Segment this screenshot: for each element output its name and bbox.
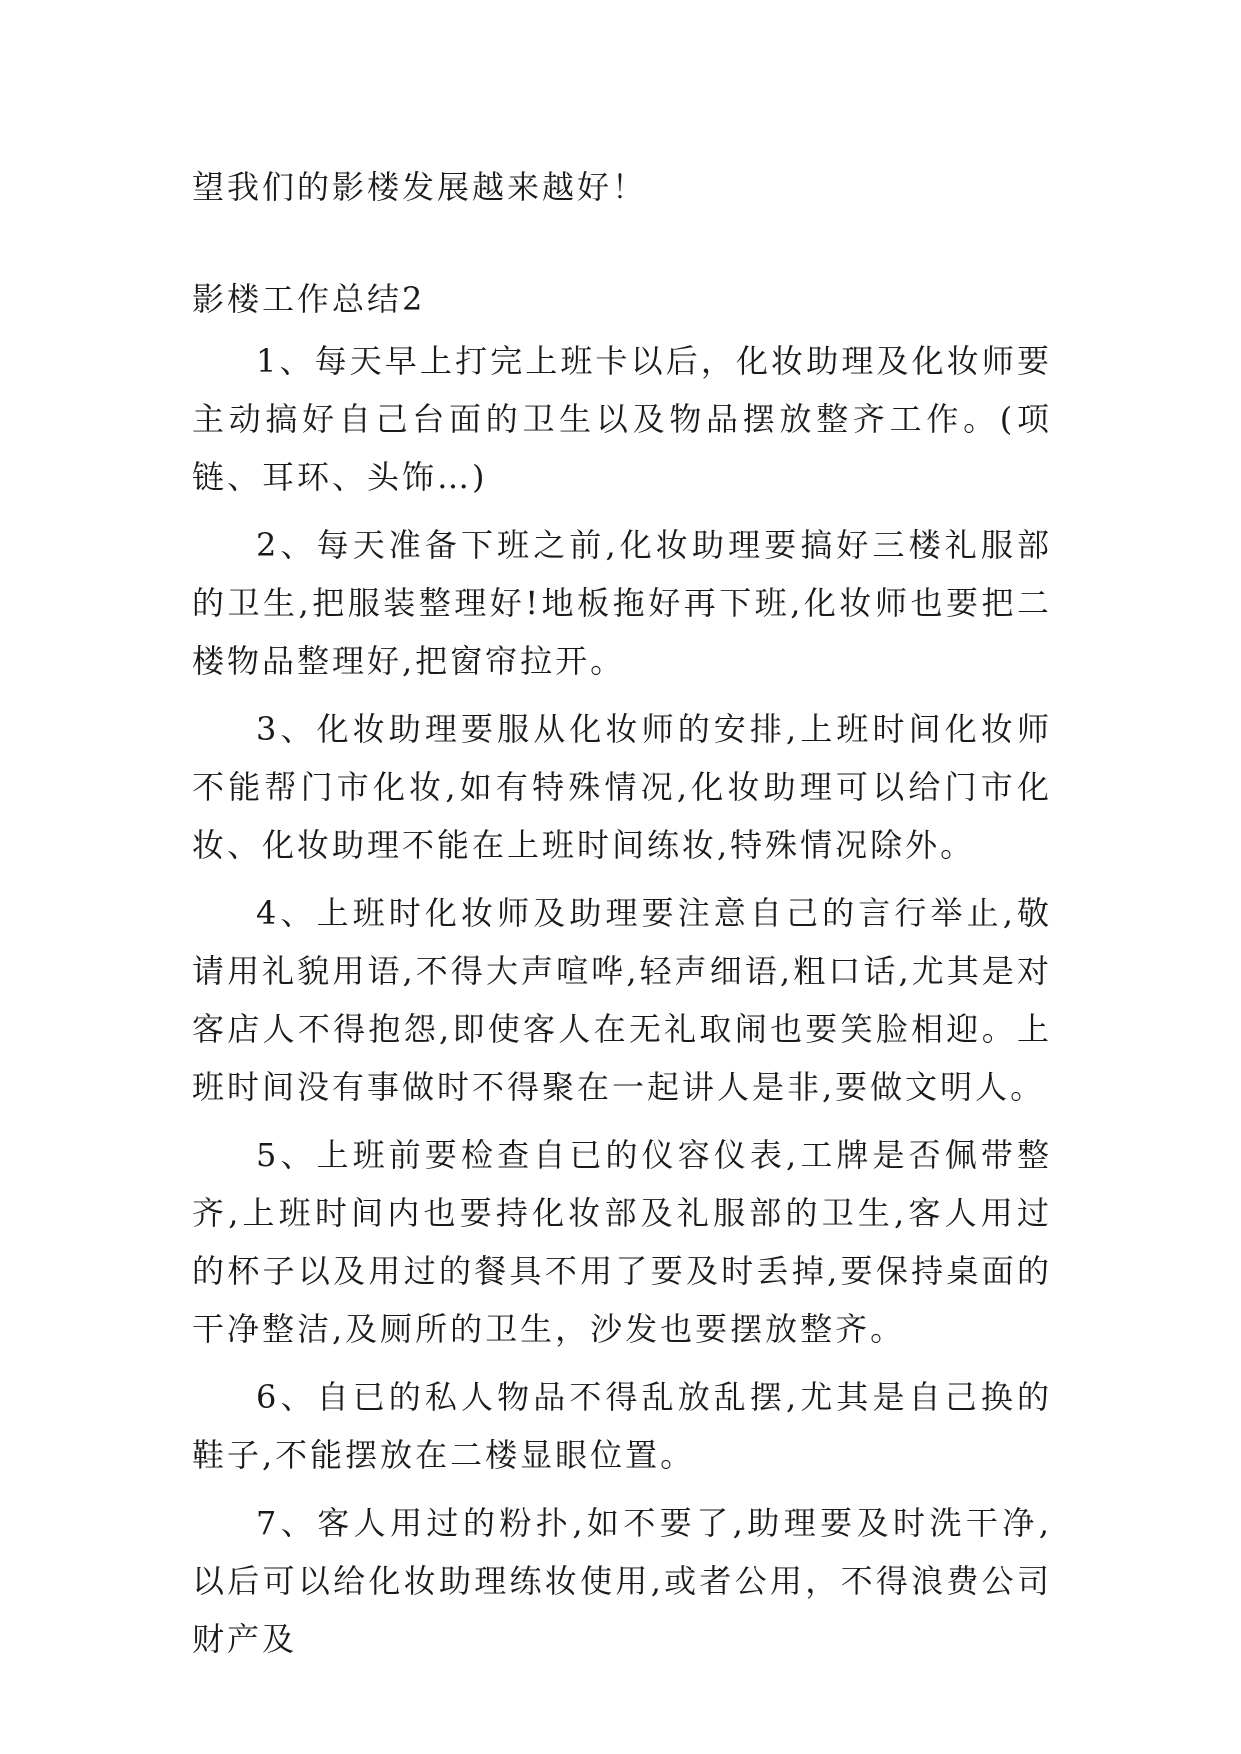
list-item: 5、上班前要检查自已的仪容仪表,工牌是否佩带整齐,上班时间内也要持化妆部及礼服部的卫生,客人用过的杯子以及用过的餐具不用了要及时丢掉,要保持桌面的干净整洁,及厕所的卫生，沙发也要摆放整齐。 xyxy=(192,1136,1052,1348)
list-item: 2、每天准备下班之前,化妆助理要搞好三楼礼服部的卫生,把服装整理好!地板拖好再下班,化妆师也要把二楼物品整理好,把窗帘拉开。 xyxy=(192,526,1052,680)
list-item: 1、每天早上打完上班卡以后，化妆助理及化妆师要主动搞好自己台面的卫生以及物品摆放整齐工作。(项链、耳环、头饰…) xyxy=(192,342,1052,496)
closing-line: 望我们的影楼发展越来越好！ xyxy=(192,168,648,206)
list-item: 6、自已的私人物品不得乱放乱摆,尤其是自己换的鞋子,不能摆放在二楼显眼位置。 xyxy=(192,1378,1052,1474)
list-item: 4、上班时化妆师及助理要注意自己的言行举止,敬请用礼貌用语,不得大声喧哗,轻声细语,粗口话,尤其是对客店人不得抱怨,即使客人在无礼取闹也要笑脸相迎。上班时间没有事做时不得聚在一起讲人是非,要做文明人。 xyxy=(192,894,1052,1106)
list-item: 3、化妆助理要服从化妆师的安排,上班时间化妆师不能帮门市化妆,如有特殊情况,化妆助理可以给门市化妆、化妆助理不能在上班时间练妆,特殊情况除外。 xyxy=(192,710,1052,864)
section-title: 影楼工作总结2 xyxy=(192,280,426,318)
document-body xyxy=(192,158,1052,1678)
list-item: 7、客人用过的粉扑,如不要了,助理要及时洗干净,以后可以给化妆助理练妆使用,或者公用，不得浪费公司财产及 xyxy=(192,1504,1052,1658)
